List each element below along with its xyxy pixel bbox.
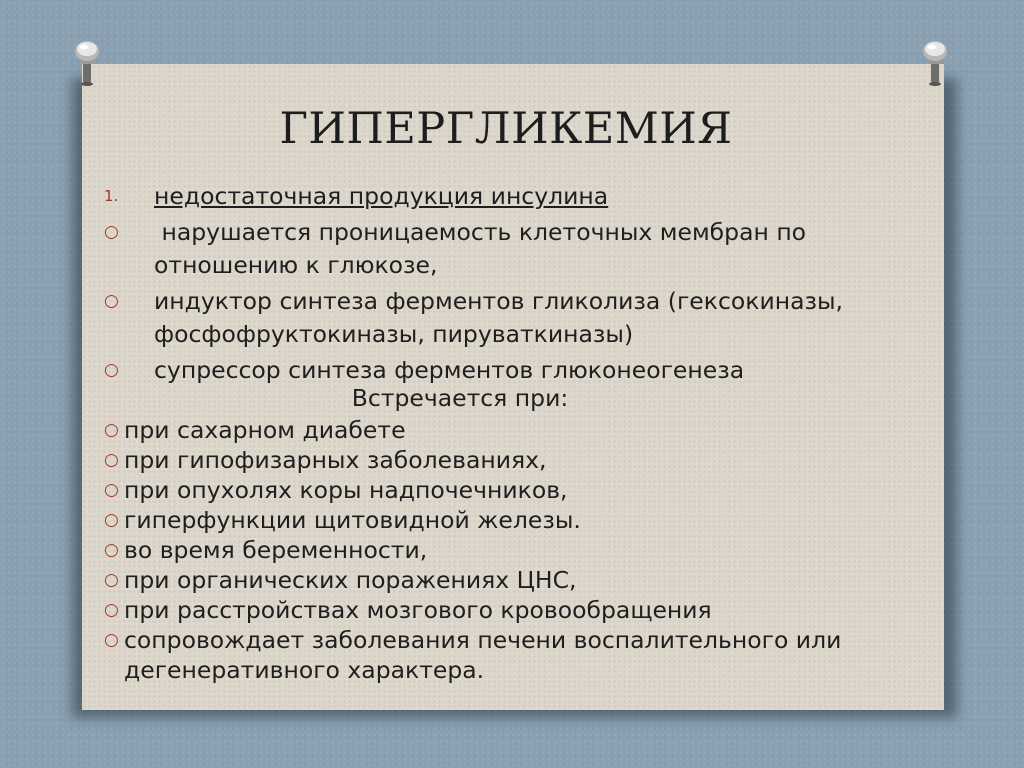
list-item xyxy=(104,180,944,213)
list-item xyxy=(104,415,944,445)
pushpin-icon xyxy=(920,40,950,86)
conditions-list xyxy=(104,415,944,685)
list-item xyxy=(104,625,944,685)
list-item-text: при гипофизарных заболеваниях, xyxy=(124,446,547,474)
list-item-text: недостаточная продукция инсулина xyxy=(154,182,609,210)
list-item-text: при расстройствах мозгового кровообращения xyxy=(124,596,712,624)
circle-bullet-icon: ○ xyxy=(104,600,119,620)
circle-bullet-icon: ○ xyxy=(104,480,119,500)
list-item-text: гиперфункции щитовидной железы. xyxy=(124,506,581,534)
list-item-text: супрессор синтеза ферментов глюконеогенеза xyxy=(154,356,745,384)
list-item-text: нарушается проницаемость клеточных мембран по отношению к глюкозе, xyxy=(154,218,814,279)
list-item-text: при опухолях коры надпочечников, xyxy=(124,476,568,504)
list-item xyxy=(104,595,944,625)
mechanism-list xyxy=(104,180,944,387)
circle-bullet-icon: ○ xyxy=(104,570,119,590)
list-item-text: при органических поражениях ЦНС, xyxy=(124,566,577,594)
circle-bullet-icon: ○ xyxy=(104,450,119,470)
list-item xyxy=(104,565,944,595)
list-item-text: сопровождает заболевания печени воспалительного или дегенеративного характера. xyxy=(124,626,842,684)
circle-bullet-icon: ○ xyxy=(104,510,119,530)
subheading: Встречается при: xyxy=(351,384,569,412)
list-item xyxy=(104,475,944,505)
slide-content xyxy=(104,180,944,685)
circle-bullet-icon: ○ xyxy=(104,420,119,440)
circle-bullet-icon: ○ xyxy=(104,540,119,560)
list-item xyxy=(104,505,944,535)
circle-bullet-icon: ○ xyxy=(104,222,119,242)
list-item-text: при сахарном диабете xyxy=(124,416,406,444)
list-item-text: индуктор синтеза ферментов гликолиза (гексокиназы, фосфофруктокиназы, пируваткиназы) xyxy=(154,287,844,348)
circle-bullet-icon: ○ xyxy=(104,291,119,311)
circle-bullet-icon: ○ xyxy=(104,360,119,380)
list-item xyxy=(104,445,944,475)
list-item xyxy=(104,285,944,351)
list-item xyxy=(104,216,944,282)
list-number: 1. xyxy=(104,187,119,205)
slide-title: ГИПЕРГЛИКЕМИЯ xyxy=(279,104,733,154)
list-item xyxy=(104,535,944,565)
circle-bullet-icon: ○ xyxy=(104,630,119,650)
pushpin-icon xyxy=(72,40,102,86)
list-item xyxy=(104,354,944,387)
list-item-text: во время беременности, xyxy=(124,536,428,564)
